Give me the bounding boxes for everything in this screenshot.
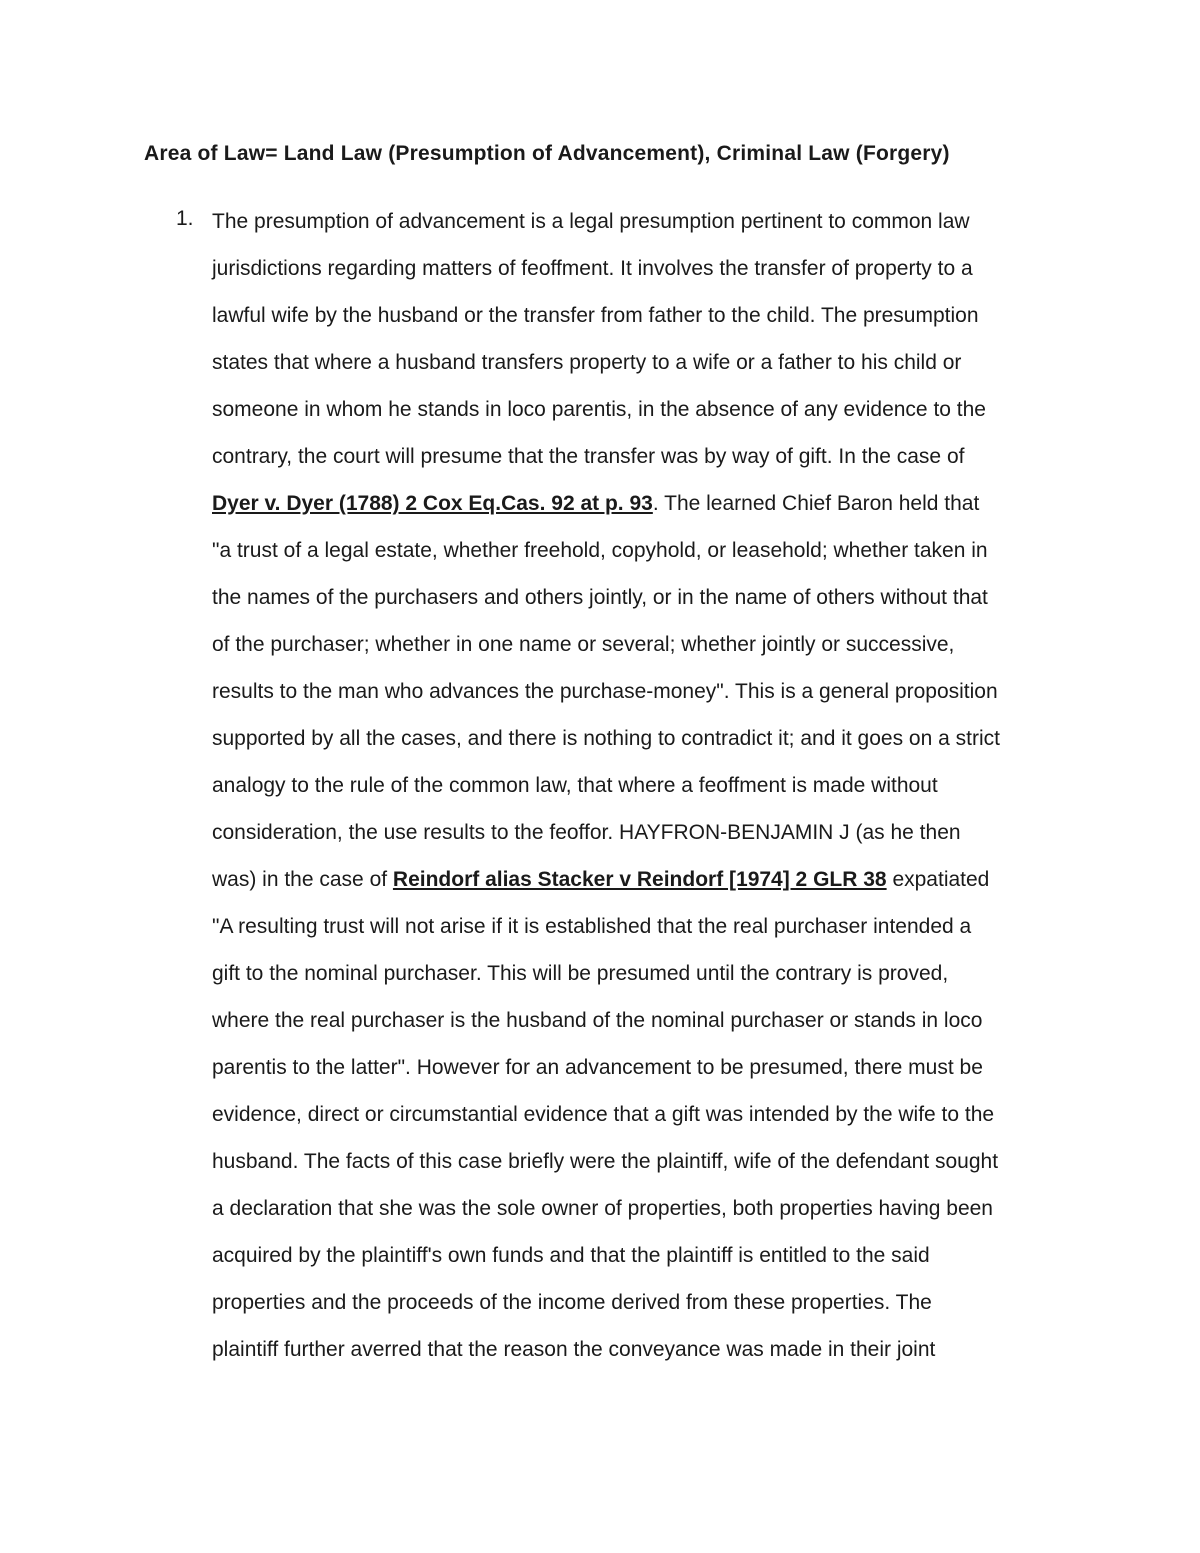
text-segment: evidence, direct or circumstantial evidence that a gift was intended by the wife to the [212, 1103, 995, 1126]
text-line [212, 207, 1072, 254]
text-line [212, 583, 1072, 630]
text-segment: husband. The facts of this case briefly were the plaintiff, wife of the defendant sought [212, 1150, 999, 1173]
text-line [212, 1100, 1072, 1147]
text-segment: "A resulting trust will not arise if it is established that the real purchaser intended a [212, 915, 972, 938]
area-of-law-heading: Area of Law= Land Law (Presumption of Advancement), Criminal Law (Forgery) [144, 142, 950, 165]
text-segment: lawful wife by the husband or the transfer from father to the child. The presumption [212, 304, 979, 327]
text-segment: of the purchaser; whether in one name or several; whether jointly or successive, [212, 633, 955, 656]
text-segment: "a trust of a legal estate, whether freehold, copyhold, or leasehold; whether taken in [212, 539, 988, 562]
text-segment: gift to the nominal purchaser. This will be presumed until the contrary is proved, [212, 962, 949, 985]
text-line [212, 771, 1072, 818]
text-line [212, 959, 1072, 1006]
text-line [212, 1053, 1072, 1100]
text-line [212, 395, 1072, 442]
text-line [212, 1147, 1072, 1194]
paragraph-text [212, 207, 1072, 1382]
text-line [212, 724, 1072, 771]
text-segment: the names of the purchasers and others jointly, or in the name of others without that [212, 586, 988, 609]
text-line [212, 818, 1072, 865]
text-line [212, 630, 1072, 677]
text-segment: analogy to the rule of the common law, that where a feoffment is made without [212, 774, 938, 797]
text-segment: was) in the case of [212, 868, 393, 891]
text-line [212, 1194, 1072, 1241]
case-citation: Dyer v. Dyer (1788) 2 Cox Eq.Cas. 92 at p. 93 [212, 492, 653, 515]
text-line [212, 1006, 1072, 1053]
text-line [212, 1288, 1072, 1335]
text-segment: acquired by the plaintiff's own funds and that the plaintiff is entitled to the said [212, 1244, 930, 1267]
text-segment: where the real purchaser is the husband of the nominal purchaser or stands in loco [212, 1009, 983, 1032]
text-segment: parentis to the latter". However for an advancement to be presumed, there must be [212, 1056, 983, 1079]
text-segment: properties and the proceeds of the income derived from these properties. The [212, 1291, 932, 1314]
text-line [212, 1335, 1072, 1382]
list-item-number: 1. [176, 207, 194, 230]
case-citation: Reindorf alias Stacker v Reindorf [1974] 2 GLR 38 [392, 868, 887, 891]
text-line [212, 1241, 1072, 1288]
text-segment: a declaration that she was the sole owner of properties, both properties having been [212, 1197, 993, 1220]
text-segment: . The learned Chief Baron held that [652, 492, 980, 515]
text-line [212, 489, 1072, 536]
text-segment: consideration, the use results to the feoffor. HAYFRON-BENJAMIN J (as he then [212, 821, 961, 844]
text-segment: states that where a husband transfers property to a wife or a father to his child or [212, 351, 962, 374]
text-segment: contrary, the court will presume that the transfer was by way of gift. In the case of [212, 445, 965, 468]
text-segment: supported by all the cases, and there is nothing to contradict it; and it goes on a strict [212, 727, 1000, 750]
text-line [212, 865, 1072, 912]
text-segment: someone in whom he stands in loco parentis, in the absence of any evidence to the [212, 398, 986, 421]
text-line [212, 677, 1072, 724]
text-line [212, 254, 1072, 301]
text-line [212, 348, 1072, 395]
text-line [212, 442, 1072, 489]
text-segment: expatiated [886, 868, 990, 891]
text-line [212, 301, 1072, 348]
text-segment: jurisdictions regarding matters of feoffment. It involves the transfer of property to a [212, 257, 973, 280]
text-line [212, 912, 1072, 959]
text-segment: The presumption of advancement is a legal presumption pertinent to common law [212, 210, 970, 233]
text-segment: results to the man who advances the purchase-money". This is a general proposition [212, 680, 998, 703]
text-line [212, 536, 1072, 583]
text-segment: plaintiff further averred that the reason the conveyance was made in their joint [212, 1338, 936, 1361]
